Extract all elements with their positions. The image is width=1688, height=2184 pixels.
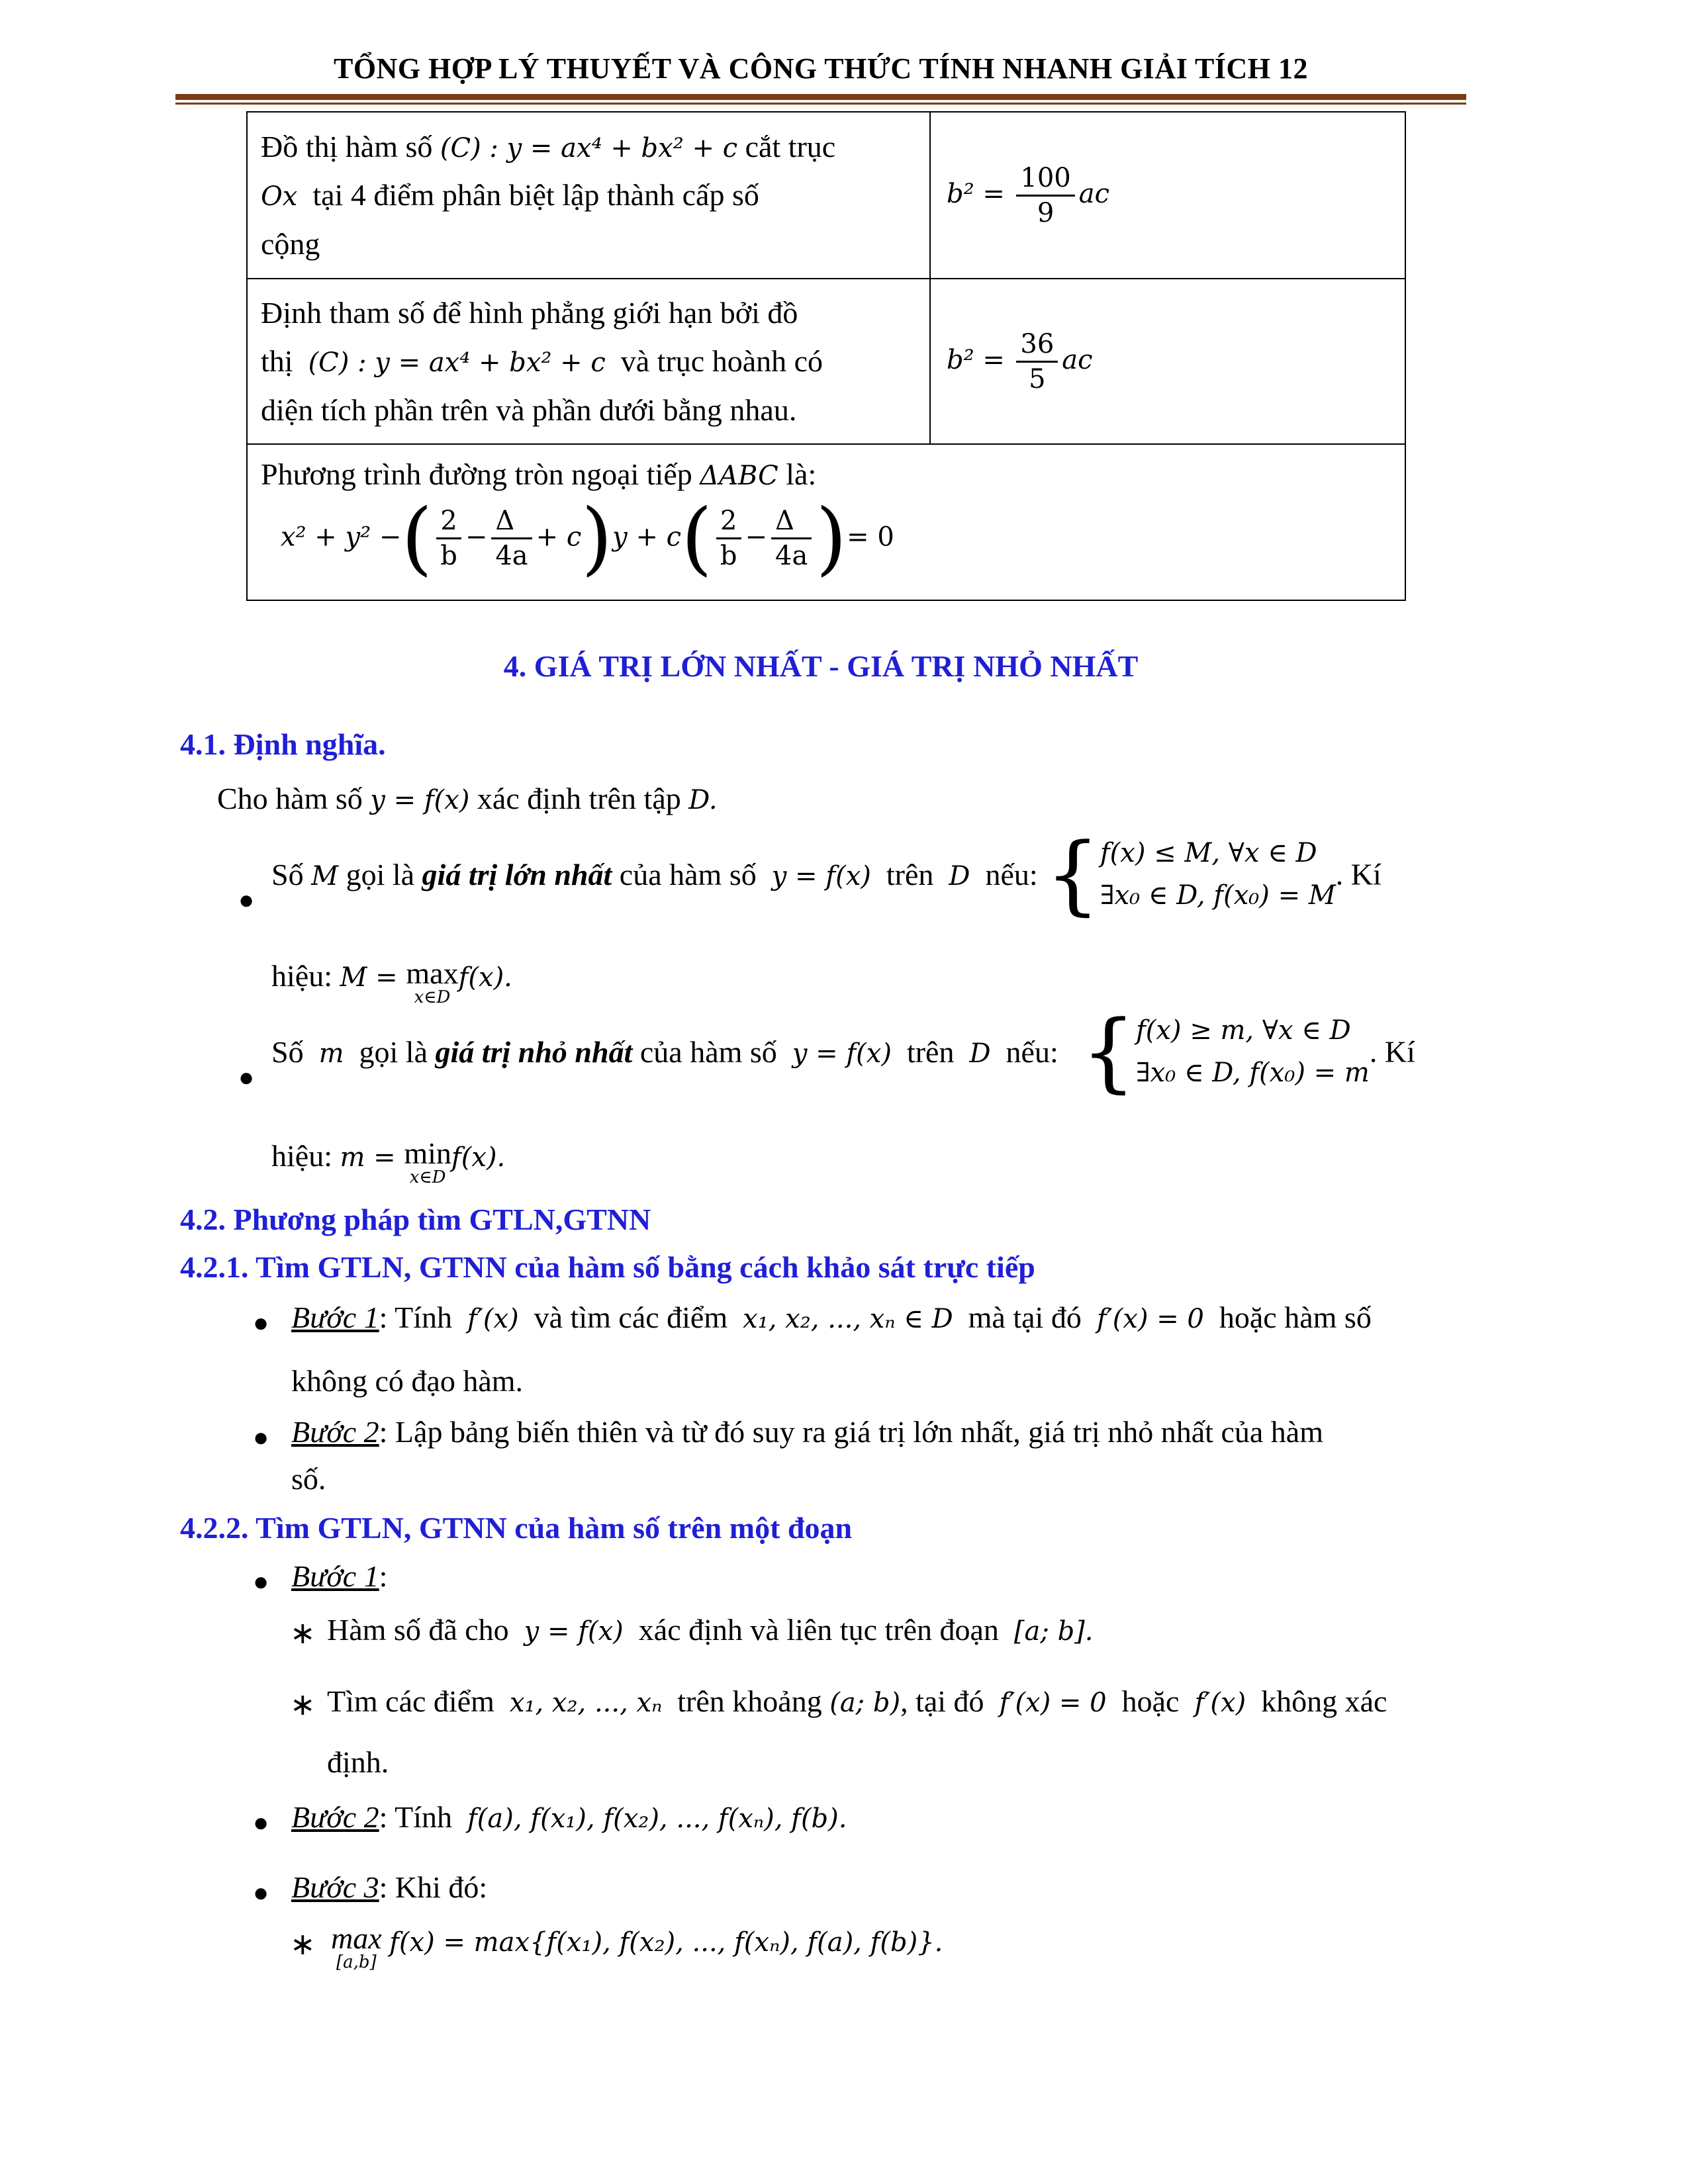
heading-4-2-2: 4.2.2. Tìm GTLN, GTNN của hàm số trên một đoạn xyxy=(180,1511,853,1545)
header-rule-thick xyxy=(175,94,1466,100)
step-1-item-2-line2: định. xyxy=(327,1745,389,1779)
step-1-item-2: Tìm các điểm x₁, x₂, ..., xₙ trên khoảng (a; b), tại đó f′(x) = 0 hoặc f′(x) không xác xyxy=(327,1684,1387,1718)
intro-paragraph: Cho hàm số y = f(x) xác định trên tập D. xyxy=(217,782,718,815)
fraction: $\frac{36}{5}$ xyxy=(1016,328,1058,396)
table-row xyxy=(247,279,1405,444)
step-1-direct-line2: không có đạo hàm. xyxy=(291,1364,524,1398)
min-definition: Số m gọi là giá trị nhỏ nhất của hàm số y = f(x) trên D nếu: { f(x) ≥ m, ∀x ∈ D ∃x₀ ∈ D, f(x₀) = m . Kí xyxy=(271,1001,1415,1102)
bullet-icon: ● xyxy=(253,1878,269,1907)
step-2-direct-line2: số. xyxy=(291,1462,326,1496)
max-on-interval-formula: max [a,b] f(x) = max{f(x₁), f(x₂), ..., f(xₙ), f(a), f(b)}. xyxy=(331,1921,943,1972)
max-definition: Số M gọi là giá trị lớn nhất của hàm số y = f(x) trên D nếu: { f(x) ≤ M, ∀x ∈ D ∃x₀ ∈ D, f(x₀) = M . Kí xyxy=(271,824,1382,925)
table-row xyxy=(247,112,1405,279)
circle-equation: x² + y² −( $\frac{2}{b}$ − $\frac{\Delta}{4a}$ + c)y + c( $\frac{2}{b}$ − $\frac{\Delta}{4a}$ )= 0 xyxy=(281,492,894,584)
formula-table xyxy=(246,111,1406,601)
asterisk-icon: ∗ xyxy=(290,1688,316,1721)
fraction: $\frac{100}{9}$ xyxy=(1016,161,1074,230)
bullet-icon: ● xyxy=(253,1422,269,1452)
bullet-icon: ● xyxy=(253,1807,269,1837)
step-2-interval: Bước 2: Tính f(a), f(x₁), f(x₂), ..., f(xₙ), f(b). xyxy=(291,1800,847,1834)
table-cell-formula: b² = $\frac{36}{5}$ ac xyxy=(930,279,1405,444)
step-2-direct: Bước 2: Lập bảng biến thiên và từ đó suy ra giá trị lớn nhất, giá trị nhỏ nhất của hàm xyxy=(291,1415,1323,1449)
asterisk-icon: ∗ xyxy=(290,1927,316,1961)
asterisk-icon: ∗ xyxy=(290,1616,316,1650)
step-3-interval: Bước 3: Khi đó: xyxy=(291,1870,488,1904)
section-title: 4. GIÁ TRỊ LỚN NHẤT - GIÁ TRỊ NHỎ NHẤT xyxy=(503,649,1139,683)
header-rule-thin xyxy=(175,103,1466,105)
page-header-title: TỔNG HỢP LÝ THUYẾT VÀ CÔNG THỨC TÍNH NHANH GIẢI TÍCH 12 xyxy=(333,52,1309,85)
bullet-icon: ● xyxy=(238,1062,255,1092)
step-1-interval: Bước 1: xyxy=(291,1559,388,1593)
table-cell-condition: Định tham số để hình phẳng giới hạn bởi đồ thị (C) : y = ax⁴ + bx² + c và trục hoành có diện tích phần trên và phần dưới bằng nhau. xyxy=(247,279,930,444)
min-notation: hiệu: m = min x∈D f(x). xyxy=(271,1136,506,1187)
heading-4-2-1: 4.2.1. Tìm GTLN, GTNN của hàm số bằng cách khảo sát trực tiếp xyxy=(180,1250,1035,1284)
step-1-direct: Bước 1: Tính f′(x) và tìm các điểm x₁, x₂, ..., xₙ ∈ D mà tại đó f′(x) = 0 hoặc hàm số xyxy=(291,1300,1372,1334)
table-row xyxy=(247,444,1405,600)
heading-4-2: 4.2. Phương pháp tìm GTLN,GTNN xyxy=(180,1203,651,1236)
bullet-icon: ● xyxy=(238,885,255,915)
max-notation: hiệu: M = max x∈D f(x). xyxy=(271,956,512,1007)
step-1-item-1: Hàm số đã cho y = f(x) xác định và liên tục trên đoạn [a; b]. xyxy=(327,1613,1094,1647)
table-cell-condition: Đồ thị hàm số (C) : y = ax⁴ + bx² + c cắt trục Ox tại 4 điểm phân biệt lập thành cấp số cộng xyxy=(247,112,930,279)
table-cell-formula: b² = $\frac{100}{9}$ ac xyxy=(930,112,1405,279)
bullet-icon: ● xyxy=(253,1308,269,1338)
heading-4-1: 4.1. Định nghĩa. xyxy=(180,727,386,761)
bullet-icon: ● xyxy=(253,1567,269,1596)
table-cell-circle-equation: Phương trình đường tròn ngoại tiếp ΔABC là: x² + y² −( $\frac{2}{b}$ − $\frac{\Delta}{4a}$ + c)y + c( $\frac{2}{b}$ − $\frac{\Delta}{4a}$ )= 0 xyxy=(247,444,1405,600)
